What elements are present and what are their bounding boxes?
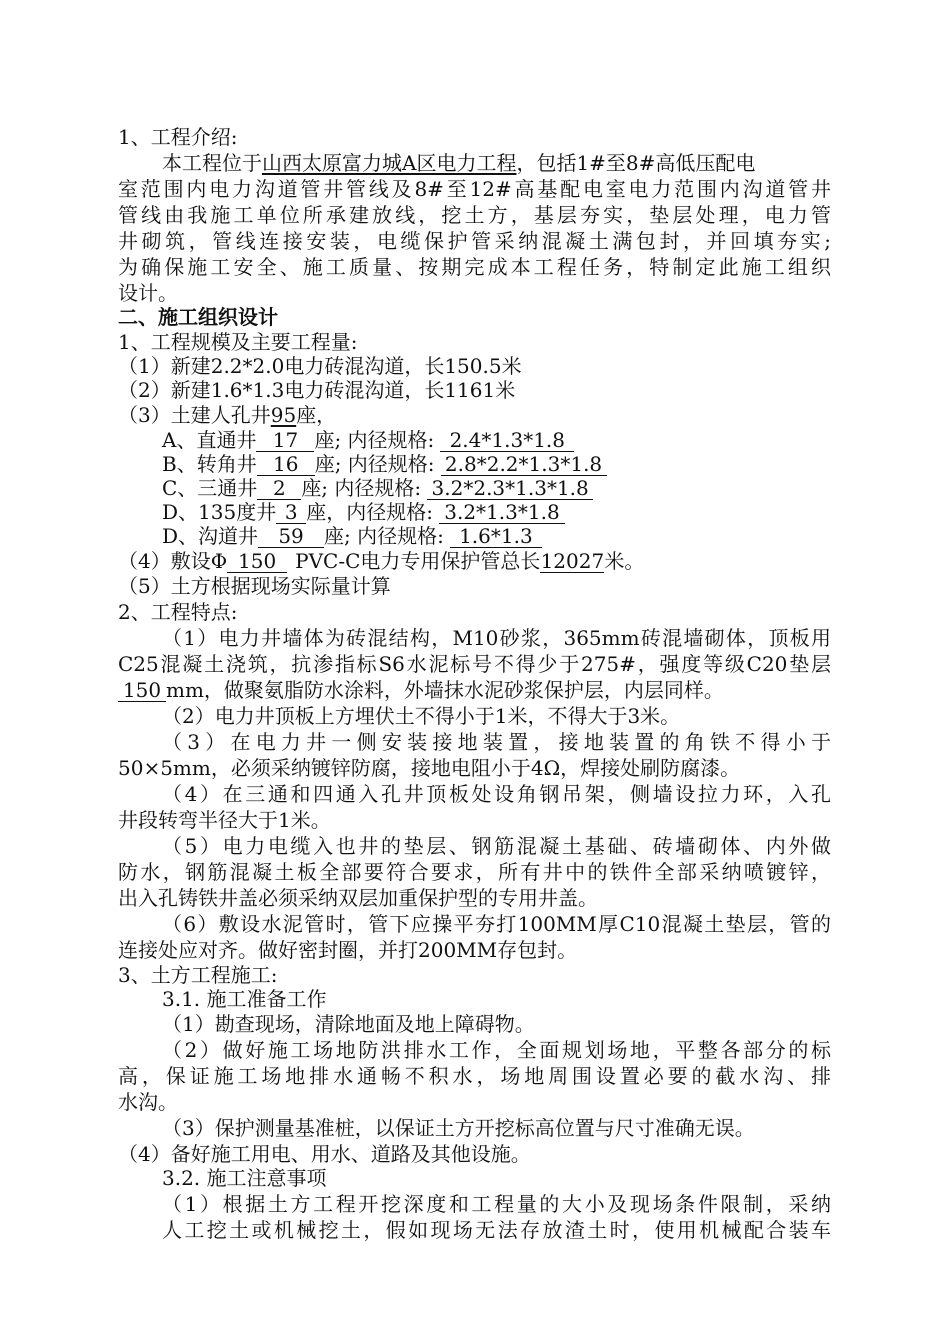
- prep-item: （2）做好施工场地防洪排水工作，全面规划场地，平整各部分的标: [162, 1038, 831, 1062]
- section-heading-features: 2、工程特点:: [118, 600, 238, 624]
- quantity-item: [118, 549, 644, 573]
- well-label: C、三通井: [162, 476, 258, 500]
- feature-line: [118, 678, 724, 702]
- well-count: 59: [258, 525, 324, 548]
- intro-paragraph-line: 室范围内电力沟道管井管线及8#至12#高基配电室电力范围内沟道管井: [118, 177, 831, 201]
- well-unit: 座; 内径规格:: [314, 428, 435, 452]
- quantity-item: （1）新建2.2*2.0电力砖混沟道，长150.5米: [118, 354, 522, 378]
- well-spec: 2.4*1.3*1.8: [440, 429, 574, 452]
- intro-paragraph-line: 井砌筑，管线连接安装，电缆保护管采纳混凝土满包封，并回填夯实;: [118, 229, 831, 253]
- well-label: D、135度井: [162, 500, 277, 524]
- feature-line: 出入孔铸铁井盖必须采纳双层加重保护型的专用井盖。: [118, 886, 598, 910]
- well-unit: 座; 内径规格:: [301, 476, 422, 500]
- note-item: （1）根据土方工程开挖深度和工程量的大小及现场条件限制，采纳: [162, 1192, 831, 1216]
- well-count: 16: [257, 453, 315, 476]
- section-heading-design: 二、施工组织设计: [118, 305, 278, 329]
- subsection-heading: 3.2. 施工注意事项: [162, 1166, 327, 1190]
- well-row: [162, 476, 593, 500]
- well-count: 17: [256, 429, 314, 452]
- intro-paragraph-line: 设计。: [118, 281, 178, 305]
- quantity-item: （2）新建1.6*1.3电力砖混沟道，长1161米: [118, 378, 516, 402]
- quantity-item: （5）土方根据现场实际量计算: [118, 574, 391, 598]
- feature-text: mm，做聚氨脂防水涂料，外墙抹水泥砂浆保护层，内层同样。: [166, 678, 724, 702]
- well-count: 2: [257, 477, 301, 500]
- well-row: [162, 452, 607, 476]
- section-heading-intro: 1、工程介绍:: [118, 125, 238, 149]
- prep-item: （3）保护测量基准桩，以保证土方开挖标高位置与尺寸准确无误。: [162, 1116, 755, 1140]
- feature-line: （6）敷设水泥管时，管下应操平夯打100MM厚C10混凝土垫层，管的: [162, 912, 831, 936]
- intro-text: ，包括1#至8#高低压配电: [516, 151, 756, 175]
- scale-heading: 1、工程规模及主要工程量:: [118, 330, 358, 354]
- feature-line: （4）在三通和四通入孔井顶板处设角钢吊架，侧墙设拉力环，入孔: [162, 782, 831, 806]
- prep-item: （4）备好施工用电、用水、道路及其他设施。: [118, 1142, 531, 1166]
- pipe-length: 12027: [540, 549, 605, 573]
- feature-line: 井段转弯半径大于1米。: [118, 808, 331, 832]
- well-row: [162, 500, 565, 524]
- feature-line: （3）在电力井一侧安装接地装置，接地装置的角铁不得小于: [162, 730, 831, 754]
- feature-line: （5）电力电缆入也井的垫层、钢筋混凝土基础、砖墙砌体、内外做: [162, 834, 831, 858]
- feature-line: （2）电力井顶板上方埋伏土不得小于1米，不得大于3米。: [162, 704, 681, 728]
- well-row: [162, 524, 542, 548]
- feature-line: 防水，钢筋混凝土板全部要符合要求，所有井中的铁件全部采纳喷镀锌，: [118, 860, 831, 884]
- prep-item: （1）勘查现场，清除地面及地上障碍物。: [162, 1012, 535, 1036]
- prep-item: 高，保证施工场地排水通畅不积水，场地周围设置必要的截水沟、排: [118, 1064, 831, 1088]
- well-spec: 3.2*1.3*1.8: [439, 501, 565, 524]
- prep-item: 水沟。: [118, 1090, 178, 1114]
- intro-paragraph-line: 为确保施工安全、施工质量、按期完成本工程任务，特制定此施工组织: [118, 255, 831, 279]
- well-unit: 座，内径规格:: [306, 500, 433, 524]
- well-total-count: 95: [270, 403, 297, 427]
- item-label: （3）土建人孔井: [118, 403, 271, 427]
- intro-text: 本工程位于: [162, 151, 262, 175]
- item-unit: 米。: [604, 549, 645, 573]
- well-spec: 3.2*2.3*1.3*1.8: [427, 477, 593, 500]
- feature-line: 50×5mm，必须采纳镀锌防腐，接地电阻小于4Ω，焊接处刷防腐漆。: [118, 756, 741, 780]
- item-label: （4）敷设Φ: [118, 549, 228, 573]
- well-unit: 座; 内径规格:: [314, 452, 435, 476]
- well-spec: 2.8*2.2*1.3*1.8: [441, 453, 607, 476]
- well-count: 3: [276, 501, 306, 524]
- pipe-diameter: 150: [227, 550, 287, 573]
- cushion-thickness: 150: [118, 679, 166, 702]
- subsection-heading: 3.1. 施工准备工作: [162, 987, 327, 1011]
- well-label: A、直通井: [162, 428, 257, 452]
- well-label: D、沟道井: [162, 524, 259, 548]
- well-row: [162, 428, 574, 452]
- intro-paragraph-line: [162, 151, 755, 175]
- feature-line: 连接处应对齐。做好密封圈，并打200MM存包封。: [118, 938, 578, 962]
- intro-paragraph-line: 管线由我施工单位所承建放线，挖土方，基层夯实，垫层处理，电力管: [118, 203, 831, 227]
- well-spec: 1.6*1.3: [450, 525, 542, 548]
- well-unit: 座; 内径规格:: [324, 524, 444, 548]
- feature-line: C25混凝土浇筑，抗渗指标S6水泥标号不得少于275#，强度等级C20垫层: [118, 652, 831, 676]
- item-unit: 座，: [296, 403, 337, 427]
- project-name: 山西太原富力城A区电力工程: [262, 151, 517, 175]
- section-heading-earthwork: 3、土方工程施工:: [118, 963, 278, 987]
- item-text: PVC-C电力专用保护管总长: [295, 549, 541, 573]
- note-item: 人工挖土或机械挖土，假如现场无法存放渣土时，使用机械配合装车: [162, 1218, 831, 1242]
- well-label: B、转角井: [162, 452, 257, 476]
- feature-line: （1）电力井墙体为砖混结构，M10砂浆，365mm砖混墙砌体，顶板用: [162, 626, 831, 650]
- quantity-item: [118, 403, 336, 427]
